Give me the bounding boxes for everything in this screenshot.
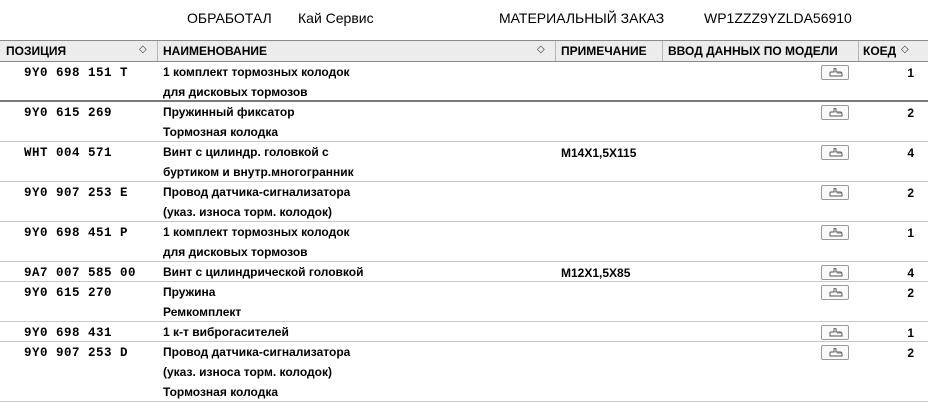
table-row[interactable] <box>0 322 928 342</box>
table-row[interactable] <box>0 102 928 142</box>
column-header-qty[interactable]: КОЕД <box>863 44 897 58</box>
table-row[interactable] <box>0 262 928 282</box>
part-name-line: Пружина <box>163 285 216 299</box>
table-row[interactable] <box>0 182 928 222</box>
part-name <box>163 142 354 182</box>
column-header-model-input[interactable]: ВВОД ДАННЫХ ПО МОДЕЛИ <box>668 44 838 58</box>
quantity: 2 <box>907 106 914 120</box>
model-input-button[interactable] <box>821 345 849 360</box>
column-header-note[interactable]: ПРИМЕЧАНИЕ <box>561 44 647 58</box>
parts-table <box>0 62 928 402</box>
column-header-name[interactable]: НАИМЕНОВАНИЕ <box>163 44 267 58</box>
part-name-line: (указ. износа торм. колодок) <box>163 205 332 219</box>
processed-label: ОБРАБОТАЛ <box>187 10 272 26</box>
part-name-line: Ремкомплект <box>163 305 242 319</box>
order-number: WP1ZZZ9YZLDA56910 <box>704 10 852 26</box>
part-name <box>163 342 350 402</box>
hand-pointer-icon <box>829 108 843 118</box>
sort-diamond-icon[interactable]: ◇ <box>139 44 147 55</box>
column-separator[interactable] <box>555 41 556 61</box>
hand-pointer-icon <box>829 188 843 198</box>
part-number: 9Y0 615 270 <box>24 286 113 300</box>
quantity: 1 <box>907 66 914 80</box>
part-name <box>163 322 289 342</box>
sort-diamond-icon[interactable]: ◇ <box>901 44 909 55</box>
order-header <box>0 0 928 38</box>
quantity: 2 <box>907 186 914 200</box>
part-name <box>163 222 350 262</box>
part-name-line: Тормозная колодка <box>163 385 279 399</box>
column-header-position[interactable]: ПОЗИЦИЯ <box>6 44 67 58</box>
part-name <box>163 262 363 282</box>
model-input-button[interactable] <box>821 185 849 200</box>
table-row[interactable] <box>0 142 928 182</box>
table-header <box>0 40 928 62</box>
part-name-line: Провод датчика-сигнализатора <box>163 345 351 359</box>
table-row[interactable] <box>0 222 928 262</box>
part-name-line: (указ. износа торм. колодок) <box>163 365 332 379</box>
quantity: 2 <box>907 286 914 300</box>
part-name-line: для дисковых тормозов <box>163 85 308 99</box>
hand-pointer-icon <box>829 328 843 338</box>
column-separator[interactable] <box>858 41 859 61</box>
part-name <box>163 102 295 142</box>
table-row[interactable] <box>0 342 928 402</box>
part-number: 9Y0 698 431 <box>24 326 113 340</box>
column-separator[interactable] <box>157 41 158 61</box>
model-input-button[interactable] <box>821 225 849 240</box>
part-number: 9Y0 615 269 <box>24 106 113 120</box>
part-note: M14X1,5X115 <box>561 146 637 160</box>
table-row[interactable] <box>0 62 928 102</box>
part-name-line: 1 комплект тормозных колодок <box>163 225 350 239</box>
hand-pointer-icon <box>829 148 843 158</box>
column-separator[interactable] <box>662 41 663 61</box>
processed-value: Кай Сервис <box>298 10 374 26</box>
order-label: МАТЕРИАЛЬНЫЙ ЗАКАЗ <box>499 10 665 26</box>
part-number: 9Y0 907 253 D <box>24 346 129 360</box>
quantity: 2 <box>907 346 914 360</box>
part-name-line: Пружинный фиксатор <box>163 105 295 119</box>
table-row[interactable] <box>0 282 928 322</box>
part-name-line: 1 комплект тормозных колодок <box>163 65 350 79</box>
part-name <box>163 182 350 222</box>
part-name-line: Провод датчика-сигнализатора <box>163 185 351 199</box>
part-name-line: буртиком и внутр.многогранник <box>163 165 354 179</box>
hand-pointer-icon <box>829 288 843 298</box>
part-name <box>163 282 241 322</box>
part-number: 9Y0 907 253 E <box>24 186 129 200</box>
model-input-button[interactable] <box>821 105 849 120</box>
part-note: M12X1,5X85 <box>561 266 631 280</box>
model-input-button[interactable] <box>821 285 849 300</box>
quantity: 1 <box>907 226 914 240</box>
hand-pointer-icon <box>829 68 843 78</box>
model-input-button[interactable] <box>821 145 849 160</box>
model-input-button[interactable] <box>821 265 849 280</box>
part-number: WHT 004 571 <box>24 146 113 160</box>
part-number: 9Y0 698 451 P <box>24 226 129 240</box>
part-name-line: Тормозная колодка <box>163 125 279 139</box>
quantity: 4 <box>907 146 914 160</box>
part-name-line: 1 к-т виброгасителей <box>163 325 289 339</box>
quantity: 4 <box>907 266 914 280</box>
hand-pointer-icon <box>829 228 843 238</box>
model-input-button[interactable] <box>821 65 849 80</box>
model-input-button[interactable] <box>821 325 849 340</box>
part-number: 9A7 007 585 00 <box>24 266 137 280</box>
hand-pointer-icon <box>829 348 843 358</box>
part-name-line: для дисковых тормозов <box>163 245 308 259</box>
part-name-line: Винт с цилиндр. головкой с <box>163 145 329 159</box>
hand-pointer-icon <box>829 268 843 278</box>
part-number: 9Y0 698 151 T <box>24 66 129 80</box>
part-name <box>163 62 350 102</box>
quantity: 1 <box>907 326 914 340</box>
part-name-line: Винт с цилиндрической головкой <box>163 265 364 279</box>
sort-diamond-icon[interactable]: ◇ <box>537 44 545 55</box>
